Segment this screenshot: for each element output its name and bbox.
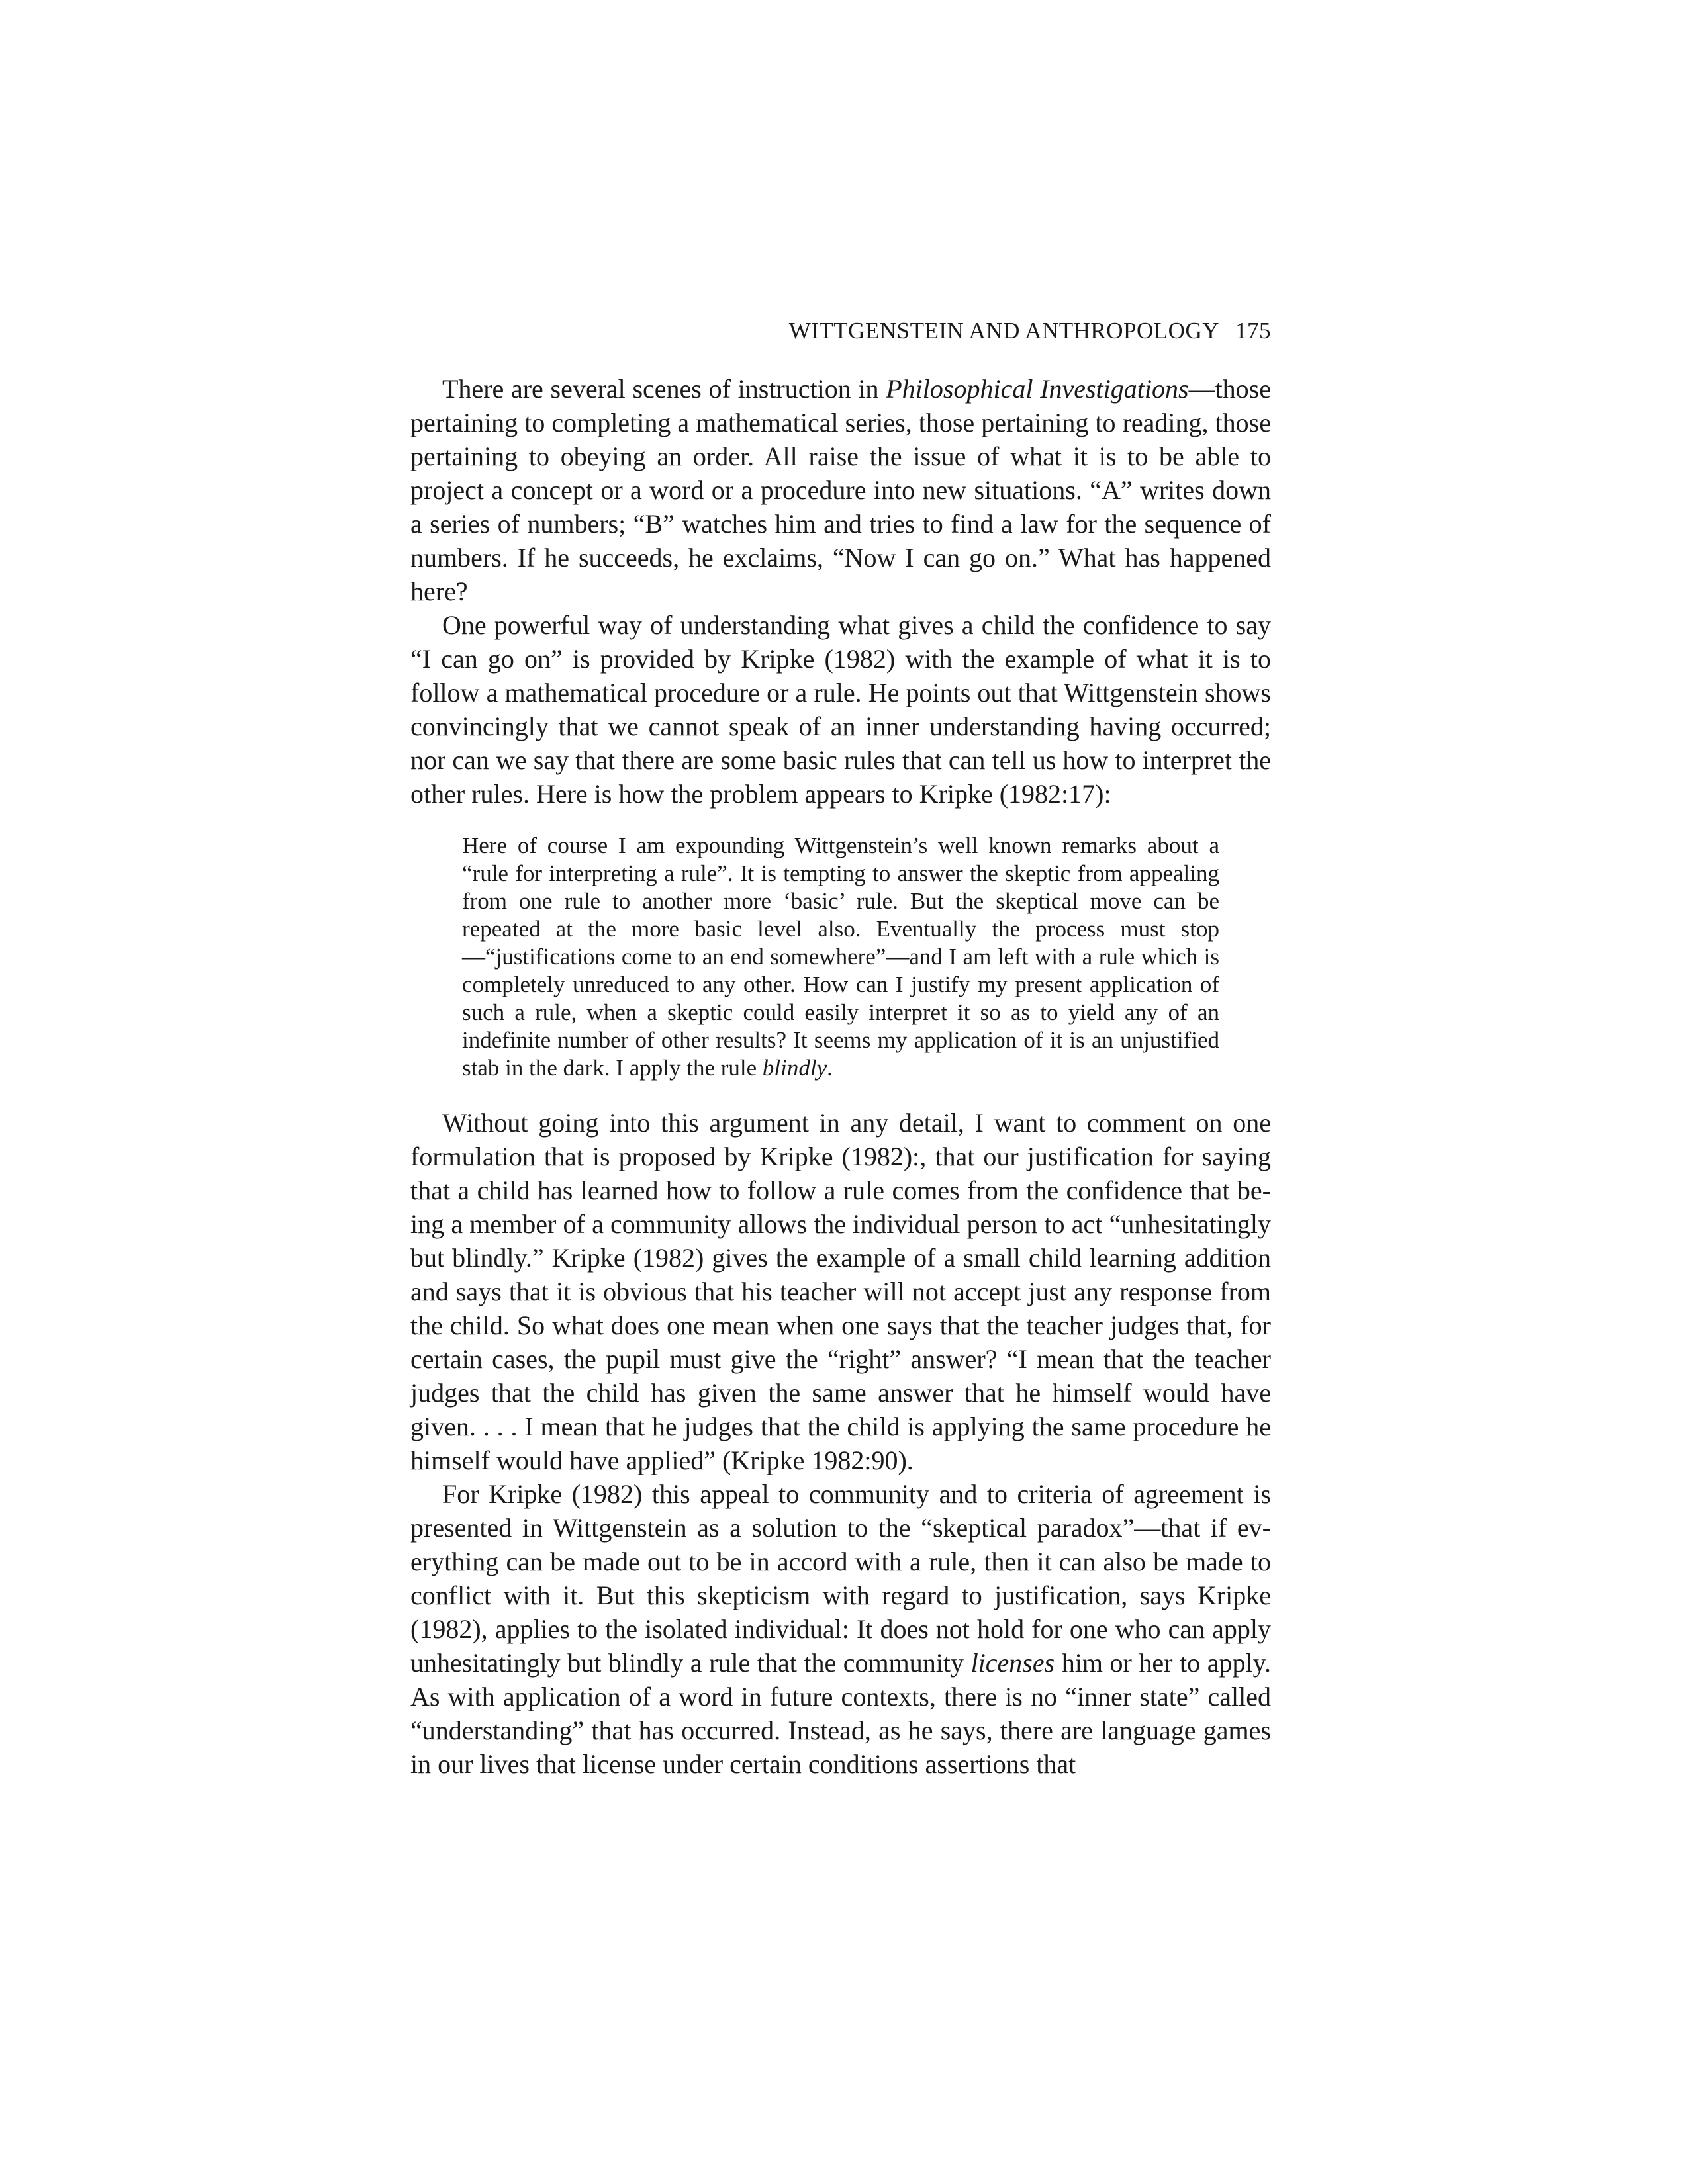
page-number: 175 [1235, 318, 1271, 343]
paragraph-4-text-b: him or her to apply. As with application of a word in future contexts, there is no “inner state” called “understanding” that has occurred. Instead, as he says, there are language games in our lives that license under certain conditions assertions that [410, 1648, 1271, 1779]
book-page [410, 318, 1271, 1781]
paragraph-4 [410, 1477, 1271, 1781]
running-head [410, 318, 1271, 344]
running-head-title: WITTGENSTEIN AND ANTHROPOLOGY [788, 318, 1219, 343]
paragraph-2: One powerful way of understanding what gives a child the confidence to say “I can go on” is provided by Kripke (1982) with the example of what it is to follow a mathematical procedure or a rule. He points out that Wittgenstein shows convincingly that we cannot speak of an inner understanding having occurred; nor can we say that there are some basic rules that can tell us how to interpret the other rules. Here is how the problem appears to Kripke (1982:17): [410, 610, 1271, 809]
licenses-emphasis: licenses [970, 1648, 1055, 1678]
paragraph-1-text-b: —those pertaining to completing a mathematical series, those pertaining to reading, those pertaining to obeying an order. All raise the issue of what it is to be able to project a concept or a word or a procedure into new situations. “A” writes down a series of numbers; “B” watches him and tries to find a law for the sequence of numbers. If he succeeds, he exclaims, “Now I can go on.” What has happened here? [410, 374, 1271, 606]
paragraph-1 [410, 372, 1271, 608]
block-quote-text-b: . [827, 1055, 833, 1081]
block-quote [462, 832, 1219, 1082]
paragraph-3: Without going into this argument in any detail, I want to comment on one formulation that is proposed by Kripke (1982):, that our justification for saying that a child has learned how to follow a rule comes from the confidence that being a member of a community allows the individual person to act “unhesitatingly but blindly.” Kripke (1982) gives the example of a small child learning addition and says that it is obvious that his teacher will not accept just any response from the child. So what does one mean when one says that the teacher judges that, for certain cases, the pupil must give the “right” answer? “I mean that the teacher judges that the child has given the same answer that he himself would have given. . . . I mean that he judges that the child is applying the same procedure he himself would have applied” (Kripke 1982:90). [410, 1108, 1271, 1475]
paragraph-1-text-a: There are several scenes of instruction in [442, 374, 886, 404]
block-quote-text-a: Here of course I am expounding Wittgenstein’s well known remarks about a “rule for interpreting a rule”. It is tempting to answer the skeptic from appealing from one rule to another more ‘basic’ rule. But the skeptical move can be repeated at the more basic level also. Eventually the process must stop—“justifications come to an end somewhere”—and I am left with a rule which is completely unreduced to any other. How can I justify my present application of such a rule, when a skeptic could easily interpret it so as to yield any of an indefinite number of other results? It seems my application of it is an unjustified stab in the dark. I apply the rule [462, 833, 1219, 1081]
book-title-emphasis: Philosophical Investigations [886, 374, 1189, 404]
paragraph-4-text-a: For Kripke (1982) this appeal to community and to criteria of agreement is presented in Wittgenstein as a solution to the “skeptical paradox”—that if everything can be made out to be in accord with a rule, then it can also be made to conflict with it. But this skepticism with regard to justification, says Kripke (1982), applies to the isolated individual: It does not hold for one who can apply unhesitatingly but blindly a rule that the community [410, 1479, 1271, 1678]
block-quote-emphasis: blindly [762, 1055, 827, 1081]
